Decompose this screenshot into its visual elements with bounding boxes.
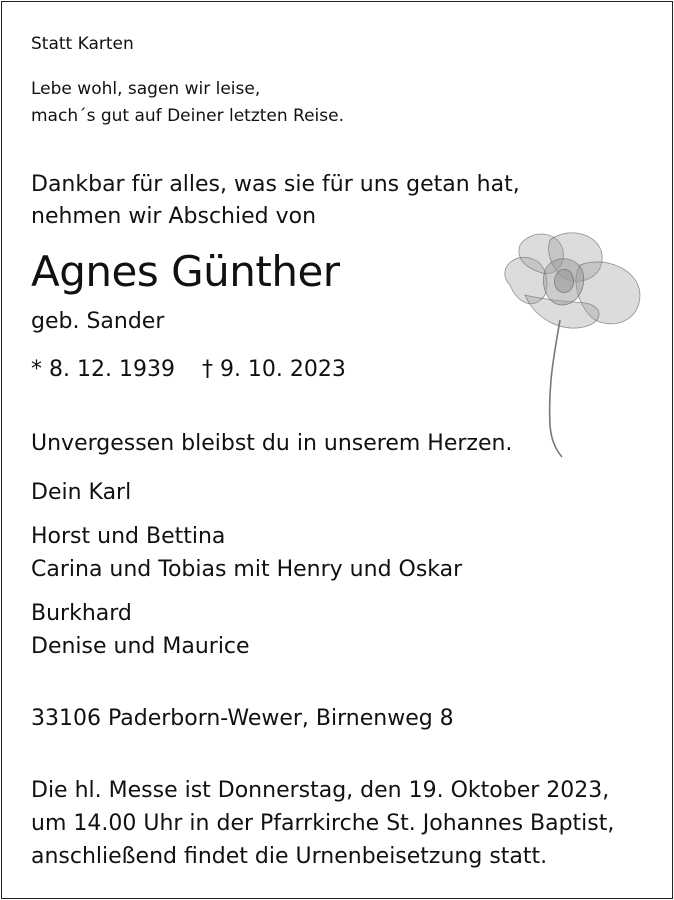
mourner-line: Burkhard	[31, 601, 132, 626]
service-line-1: Die hl. Messe ist Donnerstag, den 19. Oktober 2023,	[31, 778, 610, 803]
mourner-line: Carina und Tobias mit Henry und Oskar	[31, 557, 463, 582]
verse-line-2: mach´s gut auf Deiner letzten Reise.	[31, 106, 344, 126]
mourner-karl: Dein Karl	[31, 480, 132, 505]
address: 33106 Paderborn-Wewer, Birnenweg 8	[31, 706, 454, 731]
service-line-2: um 14.00 Uhr in der Pfarrkirche St. Johannes Baptist,	[31, 811, 615, 836]
statt-karten-label: Statt Karten	[31, 34, 134, 54]
intro-line-2: nehmen wir Abschied von	[31, 204, 317, 229]
mourner-line: Denise und Maurice	[31, 634, 250, 659]
deceased-name: Agnes Günther	[31, 247, 340, 296]
tribute-text: Unvergessen bleibst du in unserem Herzen.	[31, 431, 513, 456]
birth-date: * 8. 12. 1939	[31, 357, 175, 382]
mourner-line: Horst und Bettina	[31, 524, 226, 549]
birth-name: geb. Sander	[31, 309, 165, 334]
service-line-3: anschließend findet die Urnenbeisetzung statt.	[31, 844, 548, 869]
life-dates	[31, 354, 346, 386]
death-date: † 9. 10. 2023	[201, 357, 346, 382]
verse-line-1: Lebe wohl, sagen wir leise,	[31, 79, 261, 99]
intro-line-1: Dankbar für alles, was sie für uns getan hat,	[31, 172, 520, 197]
rose-icon	[490, 225, 650, 460]
